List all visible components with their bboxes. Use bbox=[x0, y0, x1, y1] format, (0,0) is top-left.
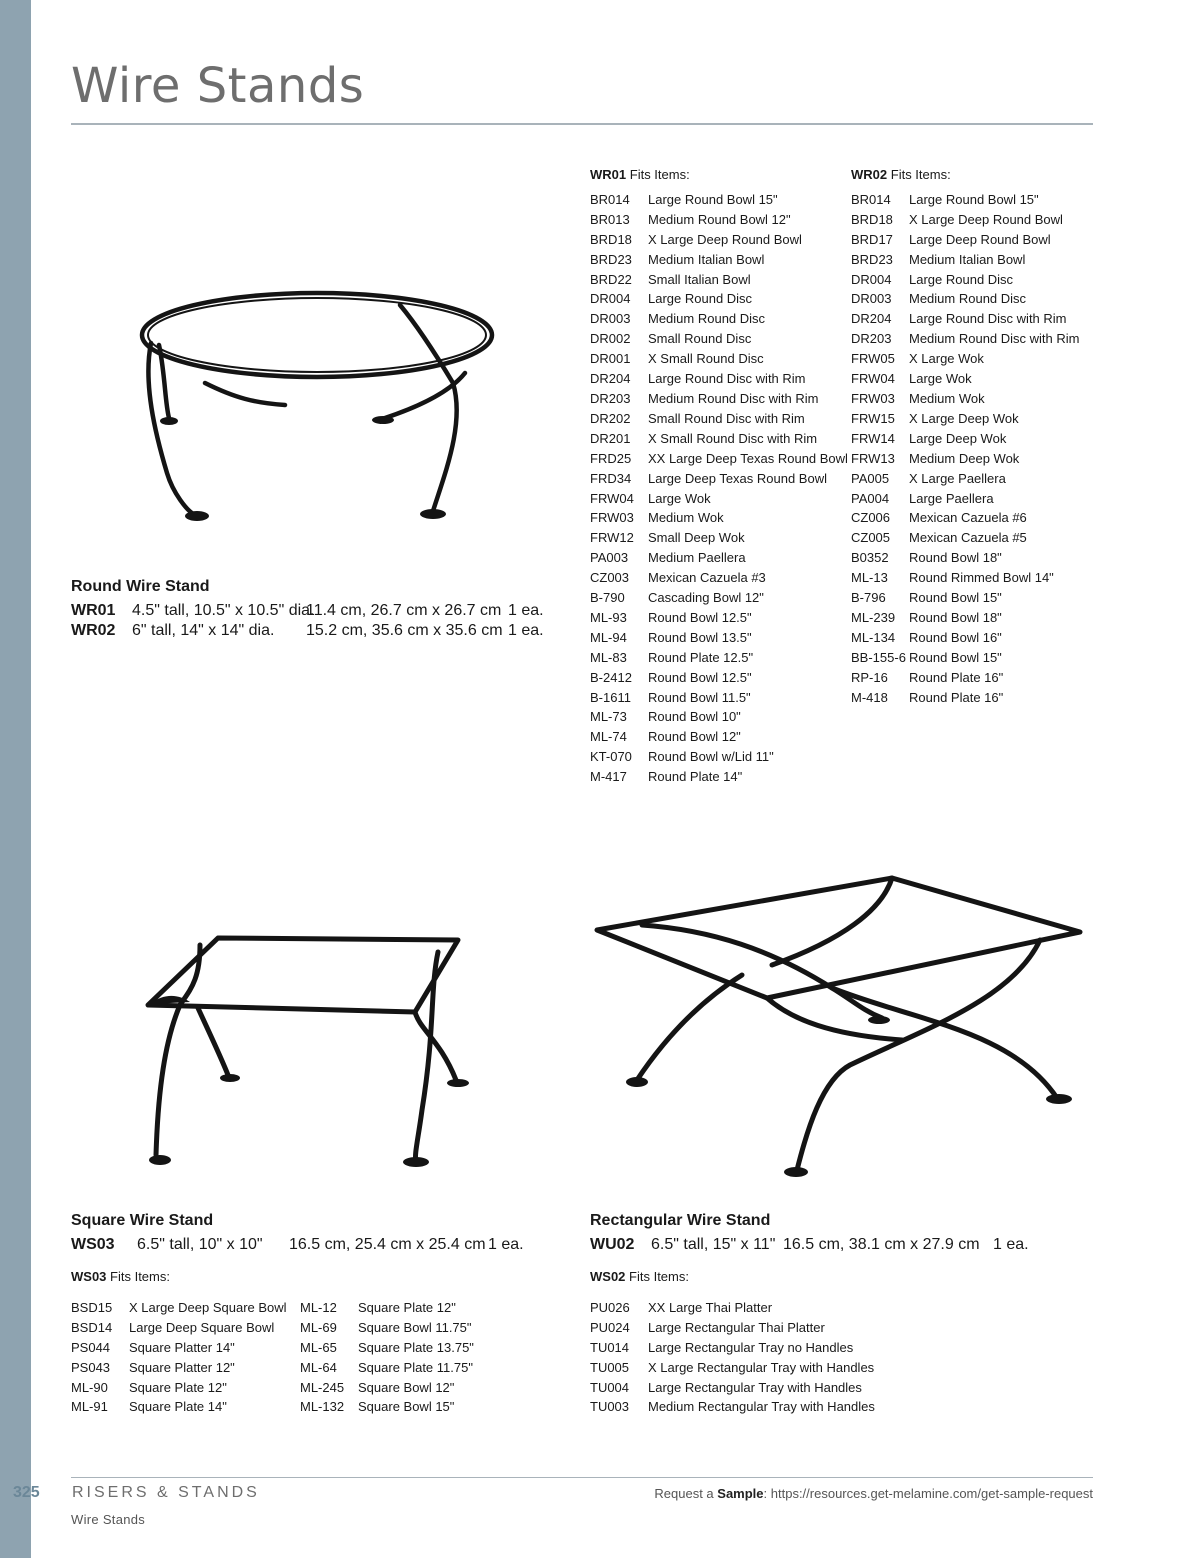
item-name: Large Round Bowl 15" bbox=[909, 191, 1039, 207]
fits-item bbox=[590, 210, 848, 230]
fits-item bbox=[590, 1397, 875, 1417]
fits-item bbox=[590, 349, 848, 369]
item-name: Round Bowl 12.5" bbox=[648, 609, 752, 625]
item-code: PU026 bbox=[590, 1299, 630, 1315]
square-stand-title: Square Wire Stand bbox=[71, 1212, 214, 1229]
item-code: FRD25 bbox=[590, 450, 632, 466]
fits-item bbox=[590, 1298, 875, 1318]
item-code: DR004 bbox=[590, 291, 631, 307]
fits-item bbox=[851, 528, 1080, 548]
metric: 16.5 cm, 38.1 cm x 27.9 cm bbox=[783, 1236, 980, 1253]
item-name: Mexican Cazuela #6 bbox=[909, 510, 1027, 526]
item-name: Medium Round Bowl 12" bbox=[648, 211, 791, 227]
item-code: ML-74 bbox=[590, 729, 627, 745]
item-code: FRW03 bbox=[851, 390, 895, 406]
item-code: B-2412 bbox=[590, 669, 632, 685]
item-code: M-417 bbox=[590, 769, 627, 785]
item-code: ML-69 bbox=[300, 1319, 337, 1335]
fits-item bbox=[590, 767, 848, 787]
item-name: Cascading Bowl 12" bbox=[648, 590, 764, 606]
sku: WS03 bbox=[71, 1236, 115, 1253]
item-name: Small Deep Wok bbox=[648, 530, 745, 546]
item-code: FRW14 bbox=[851, 430, 895, 446]
item-code: ML-73 bbox=[590, 709, 627, 725]
fits-item bbox=[590, 608, 848, 628]
item-code: CZ005 bbox=[851, 530, 891, 546]
metric: 11.4 cm, 26.7 cm x 26.7 cm bbox=[306, 602, 502, 619]
item-code: ML-65 bbox=[300, 1339, 337, 1355]
sku: WU02 bbox=[590, 1236, 635, 1253]
item-name: X Large Deep Round Bowl bbox=[909, 211, 1063, 227]
item-code: PS043 bbox=[71, 1359, 111, 1375]
fits-item bbox=[590, 270, 848, 290]
item-code: DR202 bbox=[590, 410, 631, 426]
qty: 1 ea. bbox=[488, 1236, 524, 1253]
fits-item bbox=[590, 508, 848, 528]
fits-item bbox=[851, 409, 1080, 429]
spec-row-wr02 bbox=[71, 622, 544, 640]
fits-item bbox=[851, 250, 1080, 270]
section-name: RISERS & STANDS bbox=[72, 1484, 260, 1501]
item-code: DR204 bbox=[590, 371, 631, 387]
item-code: ML-13 bbox=[851, 570, 888, 586]
page-title: Wire Stands bbox=[71, 58, 365, 114]
item-name: Small Italian Bowl bbox=[648, 271, 751, 287]
item-name: Round Bowl 12.5" bbox=[648, 669, 752, 685]
item-code: ML-64 bbox=[300, 1359, 337, 1375]
item-code: FRW13 bbox=[851, 450, 895, 466]
item-code: B-796 bbox=[851, 590, 886, 606]
fits-item bbox=[71, 1358, 300, 1378]
item-name: Large Round Disc bbox=[648, 291, 753, 307]
fits-item bbox=[851, 568, 1080, 588]
item-code: DR004 bbox=[851, 271, 892, 287]
fits-item bbox=[590, 548, 848, 568]
item-name: Round Bowl 12" bbox=[648, 729, 741, 745]
qty: 1 ea. bbox=[993, 1236, 1029, 1253]
fits-item bbox=[590, 707, 848, 727]
item-code: DR203 bbox=[590, 390, 631, 406]
fits-item bbox=[590, 648, 848, 668]
item-code: BSD15 bbox=[71, 1299, 113, 1315]
fits-item bbox=[851, 289, 1080, 309]
item-code: CZ003 bbox=[590, 570, 630, 586]
item-code: CZ006 bbox=[851, 510, 891, 526]
item-code: TU014 bbox=[590, 1339, 630, 1355]
item-code: BR013 bbox=[590, 211, 630, 227]
fits-item bbox=[590, 190, 848, 210]
fits-item bbox=[300, 1298, 474, 1318]
item-name: XX Large Thai Platter bbox=[648, 1299, 773, 1315]
fits-item bbox=[851, 688, 1080, 708]
rectangular-stand-title: Rectangular Wire Stand bbox=[590, 1212, 771, 1229]
item-name: Large Rectangular Tray no Handles bbox=[648, 1339, 854, 1355]
item-name: Medium Round Disc bbox=[909, 291, 1027, 307]
round-wire-stand-image bbox=[135, 283, 500, 528]
fits-item bbox=[71, 1378, 300, 1398]
wr01-fits-list bbox=[590, 165, 848, 787]
item-name: X Large Deep Square Bowl bbox=[129, 1299, 287, 1315]
fits-item bbox=[851, 349, 1080, 369]
wr02-fits-list bbox=[851, 165, 1080, 707]
item-code: KT-070 bbox=[590, 749, 632, 765]
item-name: Mexican Cazuela #5 bbox=[909, 530, 1027, 546]
item-code: PS044 bbox=[71, 1339, 111, 1355]
item-name: Medium Wok bbox=[648, 510, 724, 526]
item-code: B0352 bbox=[851, 550, 889, 566]
fits-item bbox=[590, 528, 848, 548]
sample-request-link[interactable]: Request a Sample: https://resources.get-melamine.com/get-sample-request bbox=[654, 1486, 1093, 1501]
fits-item bbox=[590, 1318, 875, 1338]
fits-item bbox=[851, 508, 1080, 528]
item-name: Medium Rectangular Tray with Handles bbox=[648, 1399, 875, 1415]
fits-item bbox=[300, 1378, 474, 1398]
item-name: Large Deep Wok bbox=[909, 430, 1007, 446]
item-name: Medium Italian Bowl bbox=[909, 251, 1026, 267]
item-code: ML-132 bbox=[300, 1399, 345, 1415]
item-name: X Small Round Disc with Rim bbox=[648, 430, 818, 446]
fits-item bbox=[851, 449, 1080, 469]
item-name: Medium Round Disc with Rim bbox=[909, 331, 1080, 347]
item-name: Round Bowl 11.5" bbox=[648, 689, 751, 705]
fits-item bbox=[71, 1397, 300, 1417]
item-code: TU004 bbox=[590, 1379, 630, 1395]
fits-item bbox=[590, 369, 848, 389]
item-name: Large Deep Square Bowl bbox=[129, 1319, 275, 1335]
fits-item bbox=[300, 1318, 474, 1338]
sku: WR02 bbox=[71, 622, 116, 639]
item-code: ML-90 bbox=[71, 1379, 108, 1395]
fits-item bbox=[590, 727, 848, 747]
item-code: BRD22 bbox=[590, 271, 632, 287]
item-code: FRW04 bbox=[851, 371, 895, 387]
page-number: 325 bbox=[13, 1484, 40, 1501]
item-name: Round Bowl 10" bbox=[648, 709, 741, 725]
fits-item bbox=[851, 190, 1080, 210]
fits-item bbox=[590, 329, 848, 349]
item-name: Square Platter 14" bbox=[129, 1339, 235, 1355]
item-name: Large Round Disc bbox=[909, 271, 1014, 287]
sidebar-band bbox=[0, 0, 31, 1558]
rectangular-wire-stand-image bbox=[592, 870, 1087, 1180]
fits-item bbox=[851, 309, 1080, 329]
fits-item bbox=[851, 230, 1080, 250]
item-name: Round Bowl 18" bbox=[909, 609, 1002, 625]
item-code: ML-12 bbox=[300, 1299, 337, 1315]
fits-item bbox=[590, 688, 848, 708]
fits-item bbox=[590, 1378, 875, 1398]
fits-header: WR02 Fits Items: bbox=[851, 167, 951, 182]
item-name: XX Large Deep Texas Round Bowl bbox=[648, 450, 848, 466]
fits-item bbox=[300, 1358, 474, 1378]
item-code: DR201 bbox=[590, 430, 631, 446]
fits-item bbox=[590, 409, 848, 429]
item-name: Medium Paellera bbox=[648, 550, 746, 566]
fits-item bbox=[590, 449, 848, 469]
fits-item bbox=[71, 1318, 300, 1338]
item-code: FRW05 bbox=[851, 351, 895, 367]
item-name: Medium Wok bbox=[909, 390, 985, 406]
item-code: BSD14 bbox=[71, 1319, 113, 1335]
spec-row-ws03 bbox=[71, 1236, 524, 1254]
fits-header: WR01 Fits Items: bbox=[590, 167, 690, 182]
fits-item bbox=[300, 1338, 474, 1358]
item-code: BRD17 bbox=[851, 231, 893, 247]
item-name: Large Rectangular Tray with Handles bbox=[648, 1379, 862, 1395]
fits-item bbox=[851, 548, 1080, 568]
subsection-name: Wire Stands bbox=[71, 1512, 146, 1527]
item-name: Square Bowl 11.75" bbox=[358, 1319, 472, 1335]
item-name: Square Plate 13.75" bbox=[358, 1339, 474, 1355]
fits-item bbox=[590, 588, 848, 608]
item-name: Large Deep Round Bowl bbox=[909, 231, 1051, 247]
item-code: TU005 bbox=[590, 1359, 630, 1375]
fits-item bbox=[590, 628, 848, 648]
item-code: BRD23 bbox=[851, 251, 893, 267]
item-name: X Large Rectangular Tray with Handles bbox=[648, 1359, 875, 1375]
item-name: Medium Round Disc with Rim bbox=[648, 390, 819, 406]
item-code: ML-94 bbox=[590, 629, 627, 645]
item-name: Large Deep Texas Round Bowl bbox=[648, 470, 827, 486]
fits-item bbox=[851, 648, 1080, 668]
fits-item bbox=[851, 210, 1080, 230]
item-name: Round Rimmed Bowl 14" bbox=[909, 570, 1054, 586]
item-code: FRW12 bbox=[590, 530, 634, 546]
item-code: BB-155-6 bbox=[851, 649, 906, 665]
fits-item bbox=[851, 270, 1080, 290]
title-divider bbox=[71, 123, 1093, 125]
item-code: ML-245 bbox=[300, 1379, 345, 1395]
item-code: ML-134 bbox=[851, 629, 896, 645]
fits-item bbox=[590, 429, 848, 449]
fits-item bbox=[590, 230, 848, 250]
round-stand-title: Round Wire Stand bbox=[71, 578, 210, 595]
sku: WR01 bbox=[71, 602, 116, 619]
fits-header: WS03 Fits Items: bbox=[71, 1269, 170, 1284]
fits-item bbox=[71, 1338, 300, 1358]
square-wire-stand-image bbox=[140, 930, 475, 1175]
qty: 1 ea. bbox=[508, 602, 544, 619]
item-name: Medium Deep Wok bbox=[909, 450, 1020, 466]
item-name: Round Bowl w/Lid 11" bbox=[648, 749, 774, 765]
item-name: Square Plate 11.75" bbox=[358, 1359, 473, 1375]
item-name: Round Bowl 16" bbox=[909, 629, 1002, 645]
item-code: FRW04 bbox=[590, 490, 634, 506]
item-code: DR001 bbox=[590, 351, 631, 367]
item-code: TU003 bbox=[590, 1399, 630, 1415]
item-name: Square Bowl 15" bbox=[358, 1399, 455, 1415]
fits-item bbox=[590, 469, 848, 489]
spec-row-wr01 bbox=[71, 602, 544, 620]
item-name: Round Bowl 13.5" bbox=[648, 629, 752, 645]
fits-item bbox=[590, 1358, 875, 1378]
fits-item bbox=[851, 588, 1080, 608]
ws03-fits-list bbox=[71, 1267, 474, 1417]
item-code: FRW03 bbox=[590, 510, 634, 526]
fits-item bbox=[590, 568, 848, 588]
fits-item bbox=[851, 429, 1080, 449]
item-name: Square Platter 12" bbox=[129, 1359, 235, 1375]
fits-item bbox=[590, 309, 848, 329]
fits-item bbox=[300, 1397, 474, 1417]
fits-item bbox=[851, 329, 1080, 349]
item-code: PA005 bbox=[851, 470, 890, 486]
item-name: Medium Italian Bowl bbox=[648, 251, 765, 267]
fits-item bbox=[590, 747, 848, 767]
size: 6.5" tall, 10" x 10" bbox=[137, 1236, 263, 1253]
item-name: Large Wok bbox=[648, 490, 711, 506]
item-code: BR014 bbox=[851, 191, 891, 207]
item-code: RP-16 bbox=[851, 669, 888, 685]
item-code: BRD18 bbox=[851, 211, 893, 227]
item-code: FRW15 bbox=[851, 410, 895, 426]
item-name: Square Plate 12" bbox=[129, 1379, 227, 1395]
item-code: PA003 bbox=[590, 550, 629, 566]
item-code: PA004 bbox=[851, 490, 890, 506]
item-name: X Small Round Disc bbox=[648, 351, 764, 367]
item-code: BR014 bbox=[590, 191, 630, 207]
item-code: B-1611 bbox=[590, 689, 631, 705]
item-code: PU024 bbox=[590, 1319, 630, 1335]
item-name: Large Round Bowl 15" bbox=[648, 191, 778, 207]
item-code: ML-91 bbox=[71, 1399, 108, 1415]
item-name: X Large Paellera bbox=[909, 470, 1006, 486]
item-name: Large Round Disc with Rim bbox=[909, 311, 1067, 327]
item-name: Large Round Disc with Rim bbox=[648, 371, 806, 387]
metric: 15.2 cm, 35.6 cm x 35.6 cm bbox=[306, 622, 503, 639]
item-name: Round Bowl 15" bbox=[909, 590, 1002, 606]
item-name: Large Wok bbox=[909, 371, 972, 387]
fits-item bbox=[851, 628, 1080, 648]
item-name: X Large Deep Round Bowl bbox=[648, 231, 802, 247]
item-name: X Large Deep Wok bbox=[909, 410, 1019, 426]
item-name: Large Rectangular Thai Platter bbox=[648, 1319, 825, 1335]
item-name: Round Bowl 18" bbox=[909, 550, 1002, 566]
item-code: M-418 bbox=[851, 689, 888, 705]
fits-header: WS02 Fits Items: bbox=[590, 1269, 689, 1284]
fits-item bbox=[851, 469, 1080, 489]
fits-item bbox=[590, 489, 848, 509]
item-name: Small Round Disc with Rim bbox=[648, 410, 805, 426]
item-name: Mexican Cazuela #3 bbox=[648, 570, 766, 586]
fits-item bbox=[590, 389, 848, 409]
item-name: Square Plate 14" bbox=[129, 1399, 227, 1415]
ws02-fits-list bbox=[590, 1267, 875, 1417]
item-code: DR203 bbox=[851, 331, 892, 347]
item-code: ML-239 bbox=[851, 609, 896, 625]
item-code: ML-93 bbox=[590, 609, 627, 625]
item-name: Square Bowl 12" bbox=[358, 1379, 455, 1395]
fits-item bbox=[851, 389, 1080, 409]
item-code: B-790 bbox=[590, 590, 625, 606]
item-code: BRD23 bbox=[590, 251, 632, 267]
size: 6" tall, 14" x 14" dia. bbox=[132, 622, 275, 639]
size: 4.5" tall, 10.5" x 10.5" dia. bbox=[132, 602, 315, 619]
fits-item bbox=[590, 668, 848, 688]
item-code: FRD34 bbox=[590, 470, 632, 486]
spec-row-wu02 bbox=[590, 1236, 1029, 1254]
metric: 16.5 cm, 25.4 cm x 25.4 cm bbox=[289, 1236, 486, 1253]
item-code: BRD18 bbox=[590, 231, 632, 247]
fits-item bbox=[590, 1338, 875, 1358]
item-code: DR002 bbox=[590, 331, 631, 347]
item-name: Round Plate 12.5" bbox=[648, 649, 754, 665]
item-name: Square Plate 12" bbox=[358, 1299, 456, 1315]
item-code: DR003 bbox=[851, 291, 892, 307]
item-name: Medium Round Disc bbox=[648, 311, 766, 327]
fits-item bbox=[851, 668, 1080, 688]
fits-item bbox=[590, 289, 848, 309]
qty: 1 ea. bbox=[508, 622, 544, 639]
item-code: ML-83 bbox=[590, 649, 627, 665]
item-name: Small Round Disc bbox=[648, 331, 752, 347]
fits-item bbox=[590, 250, 848, 270]
item-code: DR204 bbox=[851, 311, 892, 327]
size: 6.5" tall, 15" x 11" bbox=[651, 1236, 776, 1253]
fits-item bbox=[71, 1298, 300, 1318]
item-name: Round Plate 14" bbox=[648, 769, 743, 785]
item-name: Round Plate 16" bbox=[909, 689, 1004, 705]
item-name: Round Bowl 15" bbox=[909, 649, 1002, 665]
fits-item bbox=[851, 489, 1080, 509]
item-name: Large Paellera bbox=[909, 490, 994, 506]
fits-item bbox=[851, 369, 1080, 389]
footer-divider bbox=[71, 1477, 1093, 1478]
item-name: Round Plate 16" bbox=[909, 669, 1004, 685]
fits-item bbox=[851, 608, 1080, 628]
item-name: X Large Wok bbox=[909, 351, 984, 367]
item-code: DR003 bbox=[590, 311, 631, 327]
